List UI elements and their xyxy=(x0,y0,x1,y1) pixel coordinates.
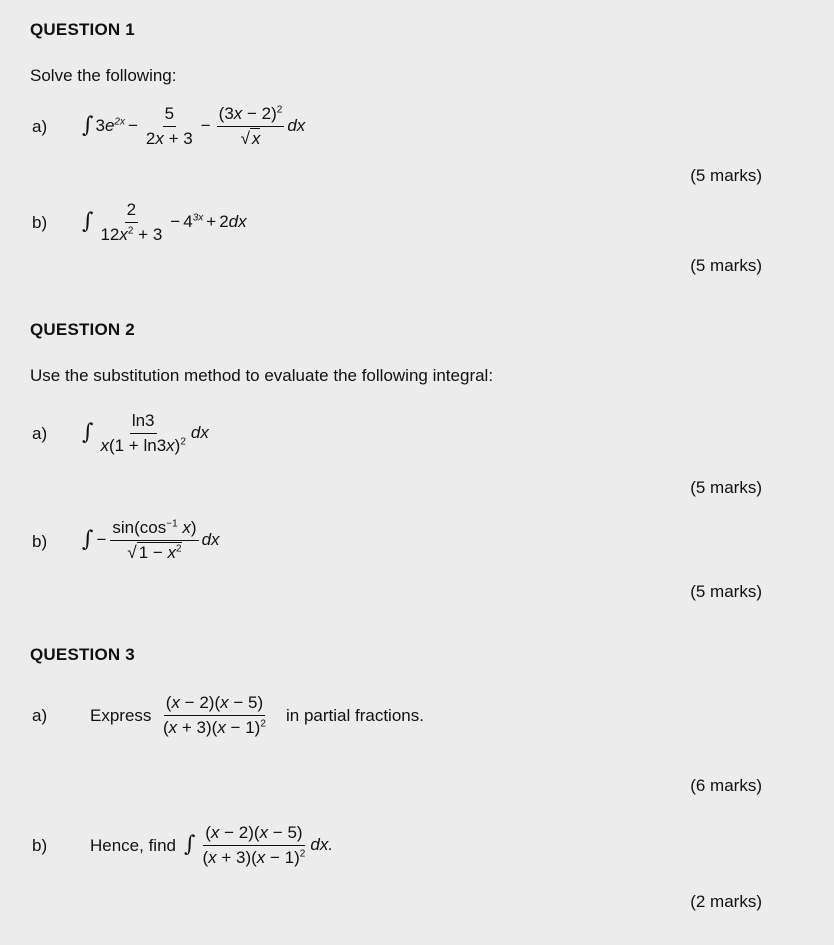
q1b-expression: ∫ $\frac{2}{12x^2 + 3}$ − $4^{3x}$ + 2dx xyxy=(82,199,247,244)
fraction: $\frac{(x - 2)(x - 5)}{(x + 3)(x - 1)^2}$ xyxy=(163,692,266,737)
fraction: $\frac{\sin(\cos^{-1} x)}{√ 1 - x^2}$ xyxy=(112,517,197,562)
question-3-title: QUESTION 3 xyxy=(30,645,135,664)
q2b-expression: ∫ − $\frac{\sin(\cos^{-1} x)}{√ 1 - x^2}$ dx xyxy=(82,517,220,562)
question-2-intro: Use the substitution method to evaluate the following integral: xyxy=(30,366,494,385)
q3a-prefix: Express xyxy=(90,706,152,725)
q1b-marks: (5 marks) xyxy=(690,256,762,275)
question-1-title: QUESTION 1 xyxy=(30,20,135,39)
fraction: $\frac{2}{12x^2 + 3}$ xyxy=(100,199,163,244)
q1b-label: b) xyxy=(32,213,48,232)
question-2-title: QUESTION 2 xyxy=(30,320,135,339)
q1a-marks: (5 marks) xyxy=(690,166,762,185)
q1a-label: a) xyxy=(32,117,48,136)
q2b-marks: (5 marks) xyxy=(690,582,762,601)
q3b-marks: (2 marks) xyxy=(690,892,762,911)
q2a-label: a) xyxy=(32,424,48,443)
question-1-intro: Solve the following: xyxy=(30,66,177,85)
q3b-expression: ∫ $\frac{(x - 2)(x - 5)}{(x + 3)(x - 1)^2}$ dx. xyxy=(184,822,334,867)
q3b-prefix: Hence, find xyxy=(90,836,176,855)
q2a-expression: ∫ $\frac{\ln 3}{x(1 + \ln 3x)^2}$ dx xyxy=(82,410,209,455)
q2a-marks: (5 marks) xyxy=(690,478,762,497)
q3b-label: b) xyxy=(32,836,48,855)
q3b-suffix: dx. xyxy=(310,835,334,854)
fraction: $\frac{\ln 3}{x(1 + \ln 3x)^2}$ xyxy=(100,410,186,455)
q3a-expression xyxy=(158,686,271,744)
q3a-label: a) xyxy=(32,706,48,725)
q3a-suffix: in partial fractions. xyxy=(286,706,424,725)
fraction: $\frac{5}{2x + 3}$ xyxy=(145,103,193,148)
q1a-expression: ∫ $3e^{2x}$ − $\frac{5}{2x + 3}$ − $\frac{(3x - 2)^2}{√ x}$ dx xyxy=(82,103,306,148)
q3a-marks: (6 marks) xyxy=(690,776,762,795)
integral-sign: ∫ xyxy=(82,113,94,138)
fraction: $\frac{(x - 2)(x - 5)}{(x + 3)(x - 1)^2}$ xyxy=(202,822,306,867)
fraction: $\frac{(3x - 2)^2}{√ x}$ xyxy=(218,103,283,148)
q2b-label: b) xyxy=(32,532,48,551)
